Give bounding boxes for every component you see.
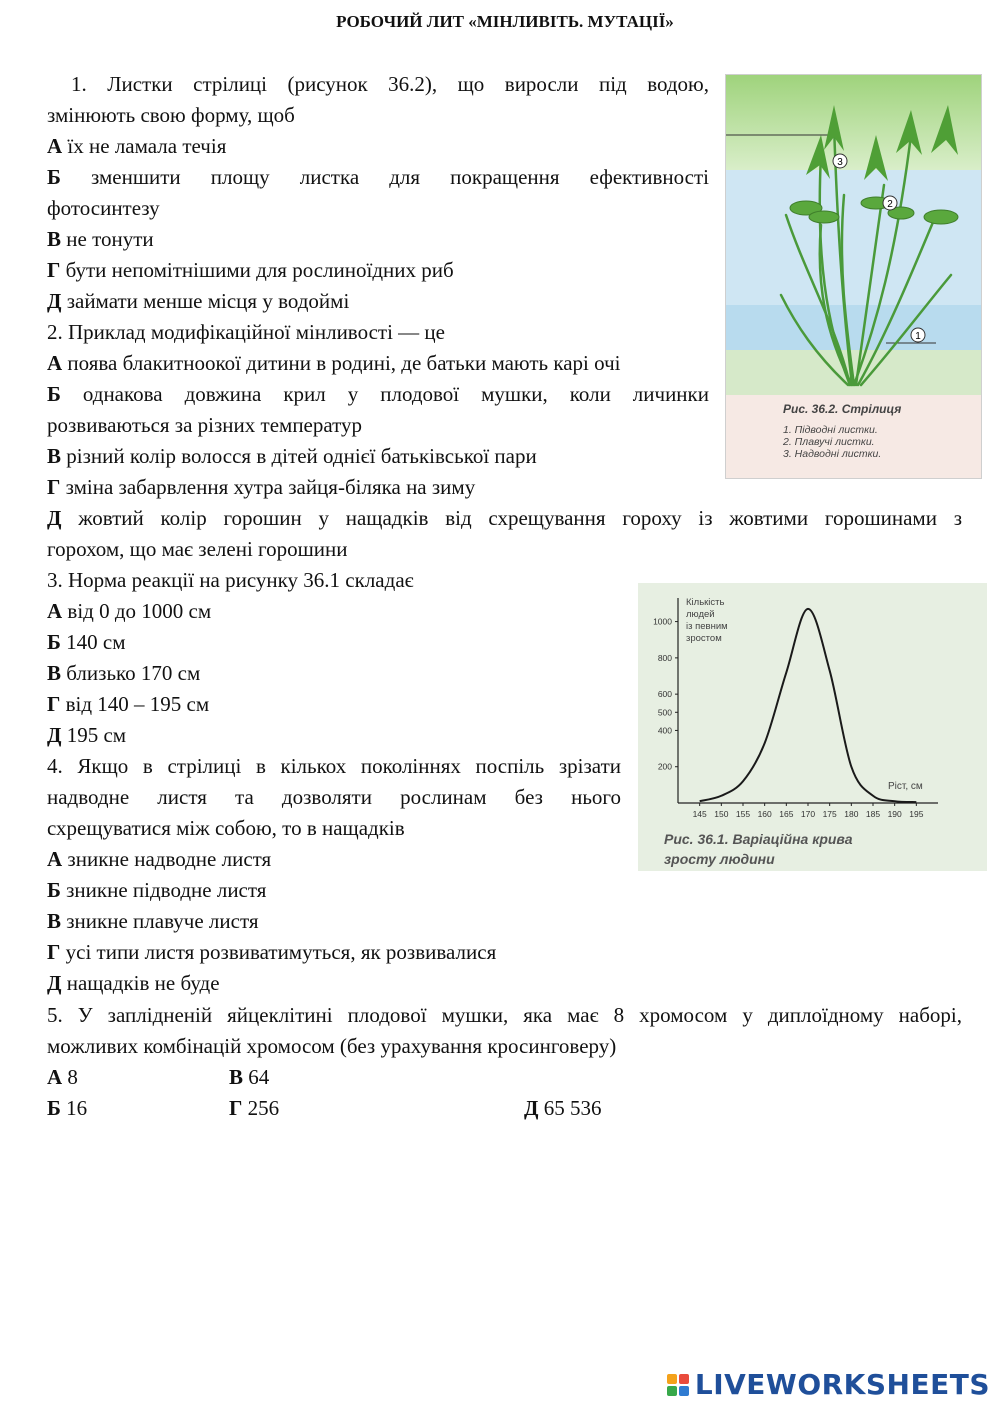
q1-option-d[interactable]: Д займати менше місця у водоймі	[47, 289, 350, 313]
variation-chart	[638, 583, 987, 871]
x-label: Ріст, см	[888, 781, 923, 792]
q3-option-b[interactable]: Б 140 см	[47, 630, 126, 654]
series-line-curve	[700, 609, 917, 802]
q3-option-a[interactable]: А від 0 до 1000 см	[47, 599, 212, 623]
question-2-text: 2. Приклад модифікаційної мінливості — це	[47, 320, 445, 344]
q2-option-v[interactable]: В різний колір волосся в дітей однієї батьківської пари	[47, 444, 537, 468]
y-tick-label: 200	[657, 761, 672, 772]
q4-option-b[interactable]: Б зникне підводне листя	[47, 878, 267, 902]
q5-option-d[interactable]: Д 65 536	[524, 1096, 602, 1120]
fig-arrowhead-legend-3: 3. Надводні листки.	[783, 448, 882, 460]
q2-option-g[interactable]: Г зміна забарвлення хутра зайця-біляка на зиму	[47, 475, 476, 499]
question-5	[47, 1000, 962, 1062]
chart-caption-2: зросту людини	[664, 851, 775, 867]
x-tick-label: 145	[692, 809, 707, 819]
q2-option-b[interactable]: Б однакова довжина крил у плодової мушки, коли личинки	[47, 382, 709, 406]
x-ticks	[693, 803, 924, 819]
question-1-text: 1. Листки стрілиці (рисунок 36.2), що виросли під водою,	[71, 72, 709, 96]
q5-option-g[interactable]: Г 256	[229, 1096, 280, 1120]
figure-variation-curve	[638, 583, 987, 871]
fig-arrowhead-legend-2: 2. Плавучі листки.	[783, 436, 875, 448]
x-tick-label: 150	[714, 809, 729, 819]
q3-option-g[interactable]: Г від 140 – 195 см	[47, 692, 210, 716]
q2-option-d[interactable]: Д жовтий колір горошин у нащадків від схрещування гороху із жовтими горошинами з	[47, 506, 962, 530]
y-tick-label: 800	[657, 652, 672, 663]
q2-option-d-cont: горохом, що має зелені горошини	[47, 537, 348, 561]
arrowhead-illustration	[726, 75, 981, 478]
q1-option-v[interactable]: В не тонути	[47, 227, 154, 251]
y-label-2: людей	[686, 609, 715, 620]
q3-option-v[interactable]: В близько 170 см	[47, 661, 201, 685]
y-label-3: із певним	[686, 621, 728, 632]
axis-labels	[686, 597, 923, 792]
x-tick-label: 160	[757, 809, 772, 819]
y-label-1: Кількість	[686, 597, 725, 608]
question-1	[47, 69, 709, 472]
brand-logo-icon	[667, 1374, 689, 1396]
chart-caption-1: Рис. 36.1. Варіаційна крива	[664, 831, 853, 847]
q3-option-d[interactable]: Д 195 см	[47, 723, 127, 747]
question-4-text-2: надводне листя та дозволяти рослинам без нього	[47, 785, 621, 809]
page-title: РОБОЧИЙ ЛИТ «МІНЛИВІТЬ. МУТАЦІЇ»	[336, 12, 674, 31]
question-5-text: 5. У заплідненій яйцеклітині плодової мушки, яка має 8 хромосом у диплоїдному наборі,	[47, 1003, 962, 1027]
y-tick-label: 500	[657, 707, 672, 718]
x-tick-label: 175	[822, 809, 837, 819]
x-tick-label: 195	[909, 809, 924, 819]
fig-arrowhead-caption: Рис. 36.2. Стрілиця	[783, 402, 902, 416]
q4-option-v[interactable]: В зникне плавуче листя	[47, 909, 259, 933]
question-1-text-cont: змінюють свою форму, щоб	[47, 103, 295, 127]
question-4-text: 4. Якщо в стрілиці в кількох поколіннях поспіль зрізати	[47, 754, 621, 778]
q5-option-a[interactable]: А 8	[47, 1065, 78, 1089]
marker-2: 2	[887, 199, 893, 210]
x-tick-label: 165	[779, 809, 794, 819]
brand-name: LIVEWORKSHEETS	[694, 1368, 990, 1401]
q1-option-a[interactable]: А їх не ламала течія	[47, 134, 227, 158]
y-label-4: зростом	[686, 633, 722, 644]
q1-option-b[interactable]: Б зменшити площу листка для покращення ефективності	[47, 165, 709, 189]
x-tick-label: 190	[887, 809, 902, 819]
fig-arrowhead-legend-1: 1. Підводні листки.	[783, 424, 878, 436]
q5-option-b[interactable]: Б 16	[47, 1096, 88, 1120]
x-tick-label: 185	[865, 809, 881, 819]
marker-3: 3	[837, 157, 843, 168]
q1-option-b-cont: фотосинтезу	[47, 196, 160, 220]
q5-option-v[interactable]: В 64	[229, 1065, 270, 1089]
q4-option-d[interactable]: Д нащадків не буде	[47, 971, 220, 995]
question-3-4	[47, 596, 621, 844]
y-ticks	[653, 617, 678, 772]
y-tick-label: 1000	[653, 616, 672, 627]
y-tick-label: 600	[657, 689, 672, 700]
x-tick-label: 155	[735, 809, 751, 819]
y-tick-label: 400	[657, 725, 672, 736]
x-tick-label: 170	[800, 809, 816, 819]
q4-option-g[interactable]: Г усі типи листя розвиватимуться, як розвивалися	[47, 940, 497, 964]
q1-option-g[interactable]: Г бути непомітнішими для рослиноїдних риб	[47, 258, 454, 282]
x-tick-label: 180	[844, 809, 859, 819]
figure-arrowhead	[725, 74, 982, 479]
q2-option-b-cont: розвиваються за різних температур	[47, 413, 363, 437]
question-4-text-3: схрещуватися між собою, то в нащадків	[47, 816, 405, 840]
footer-brand	[667, 1368, 990, 1401]
question-2-wide	[47, 472, 962, 596]
marker-1: 1	[915, 331, 921, 342]
question-3-text: 3. Норма реакції на рисунку 36.1 складає	[47, 568, 414, 592]
q2-option-a[interactable]: А поява блакитноокої дитини в родині, де батьки мають карі очі	[47, 351, 621, 375]
question-5-text-2: можливих комбінацій хромосом (без урахування кросинговеру)	[47, 1034, 617, 1058]
q4-option-a[interactable]: А зникне надводне листя	[47, 847, 272, 871]
